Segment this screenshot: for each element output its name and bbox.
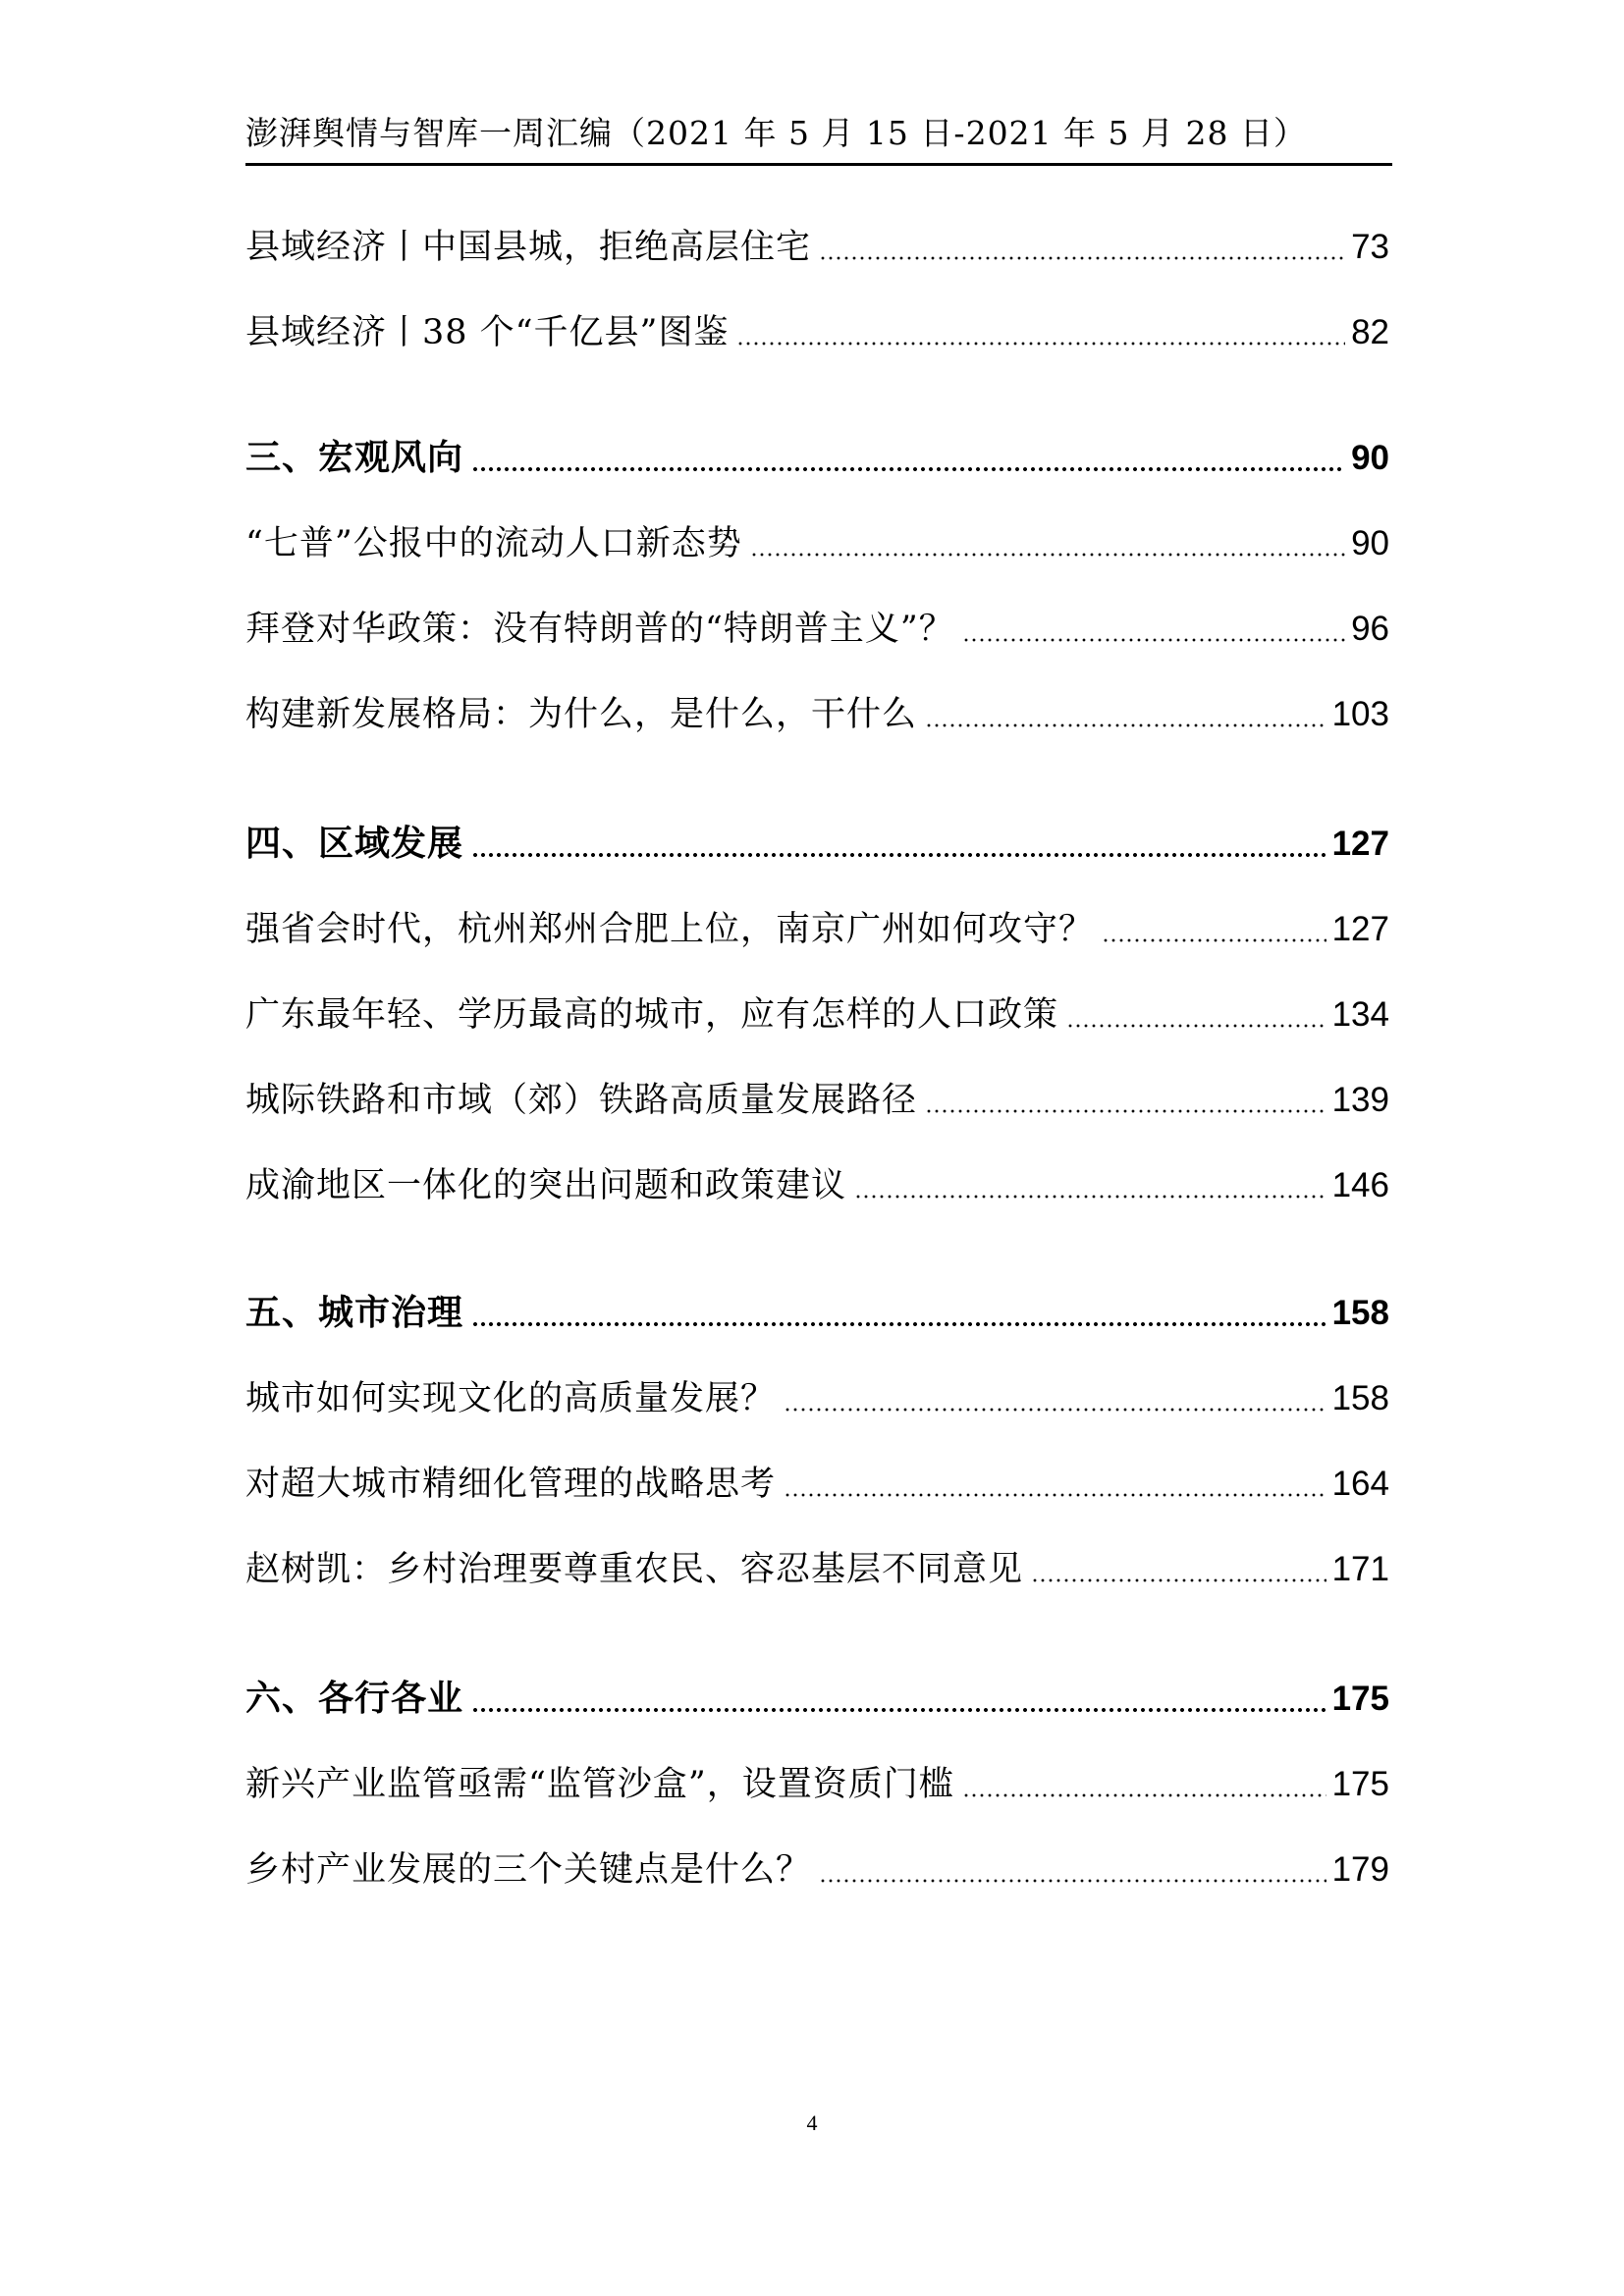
toc-section[interactable]	[245, 1280, 1389, 1339]
toc-section-title: 四、区域发展	[245, 824, 464, 864]
toc-entry-title: 赵树凯：乡村治理要尊重农民、容忍基层不同意见	[245, 1550, 1024, 1589]
toc-entry[interactable]	[245, 510, 1389, 569]
toc-entry-title: 广东最年轻、学历最高的城市，应有怎样的人口政策	[245, 995, 1059, 1035]
toc-dot-leader	[854, 1194, 1326, 1200]
header-rule	[245, 163, 1392, 166]
toc-dot-leader	[819, 255, 1345, 261]
toc-entry-title: 县域经济丨中国县城，拒绝高层住宅	[245, 228, 812, 267]
toc-dot-leader	[962, 1792, 1326, 1798]
toc-entry[interactable]	[245, 1751, 1389, 1810]
toc-entry-title: 城市如何实现文化的高质量发展？	[245, 1379, 777, 1418]
toc-entry-title: 县域经济丨38 个“千亿县”图鉴	[245, 313, 730, 352]
toc-entry-page: 179	[1331, 1850, 1389, 1889]
toc-entry-page: 171	[1331, 1550, 1389, 1588]
toc-entry[interactable]	[245, 982, 1389, 1041]
toc-entry[interactable]	[245, 1152, 1389, 1211]
toc-dot-leader	[925, 1108, 1326, 1114]
running-header: 澎湃舆情与智库一周汇编（2021 年 5 月 15 日-2021 年 5 月 28 日）	[245, 114, 1307, 152]
toc-entry-title: 新兴产业监管亟需“监管沙盒”，设置资质门槛	[245, 1765, 954, 1804]
toc-entry[interactable]	[245, 1536, 1389, 1595]
toc-entry[interactable]	[245, 596, 1389, 655]
toc-dot-leader	[819, 1878, 1326, 1884]
toc-entry-title: 强省会时代，杭州郑州合肥上位，南京广州如何攻守？	[245, 910, 1095, 949]
toc-entry-page: 82	[1351, 313, 1389, 351]
toc-entry-page: 175	[1331, 1765, 1389, 1803]
toc-dot-leader	[471, 852, 1326, 858]
toc-section-title: 六、各行各业	[245, 1679, 464, 1719]
toc-entry-title: 对超大城市精细化管理的战略思考	[245, 1465, 777, 1504]
toc-entry-page: 96	[1351, 610, 1389, 648]
toc-section-title: 三、宏观风向	[245, 438, 464, 478]
toc-entry-page: 146	[1331, 1166, 1389, 1204]
toc-dot-leader	[925, 722, 1326, 728]
toc-section-page: 90	[1351, 439, 1389, 477]
toc-entry[interactable]	[245, 1365, 1389, 1424]
toc-entry[interactable]	[245, 214, 1389, 273]
toc-entry-title: 拜登对华政策：没有特朗普的“特朗普主义”？	[245, 610, 954, 649]
toc-dot-leader	[784, 1492, 1326, 1498]
toc-dot-leader	[471, 466, 1345, 472]
toc-entry[interactable]	[245, 1451, 1389, 1510]
toc-dot-leader	[1102, 937, 1326, 943]
toc-section-page: 127	[1331, 825, 1389, 863]
toc-entry[interactable]	[245, 299, 1389, 358]
toc-entry-page: 127	[1331, 910, 1389, 948]
toc-entry[interactable]	[245, 1067, 1389, 1126]
toc-entry-title: “七普”公报中的流动人口新态势	[245, 524, 742, 563]
toc-entry[interactable]	[245, 681, 1389, 740]
toc-entry[interactable]	[245, 896, 1389, 955]
toc-entry-title: 城际铁路和市域（郊）铁路高质量发展路径	[245, 1081, 918, 1120]
toc-entry-page: 134	[1331, 995, 1389, 1034]
toc-entry-title: 成渝地区一体化的突出问题和政策建议	[245, 1166, 847, 1205]
toc-entry-page: 158	[1331, 1379, 1389, 1417]
toc-dot-leader	[471, 1707, 1326, 1713]
toc-dot-leader	[736, 341, 1345, 347]
toc-entry-page: 90	[1351, 524, 1389, 562]
toc-entry-page: 139	[1331, 1081, 1389, 1119]
toc-dot-leader	[1066, 1023, 1326, 1029]
toc-entry-page: 164	[1331, 1465, 1389, 1503]
toc-dot-leader	[750, 552, 1345, 558]
toc-entry-title: 构建新发展格局：为什么，是什么，干什么	[245, 695, 918, 734]
page-number: 4	[806, 2110, 818, 2135]
toc-section[interactable]	[245, 425, 1389, 484]
toc-section[interactable]	[245, 1666, 1389, 1725]
toc-dot-leader	[1031, 1577, 1326, 1583]
toc-dot-leader	[784, 1407, 1326, 1413]
toc-section-page: 175	[1331, 1680, 1389, 1718]
toc-entry[interactable]	[245, 1837, 1389, 1896]
toc-entry-page: 103	[1331, 695, 1389, 733]
toc-section-page: 158	[1331, 1294, 1389, 1332]
toc-section-title: 五、城市治理	[245, 1293, 464, 1333]
toc-dot-leader	[471, 1321, 1326, 1327]
toc-dot-leader	[962, 637, 1345, 643]
toc-entry-page: 73	[1351, 228, 1389, 266]
toc-section[interactable]	[245, 811, 1389, 870]
toc-entry-title: 乡村产业发展的三个关键点是什么？	[245, 1850, 812, 1890]
